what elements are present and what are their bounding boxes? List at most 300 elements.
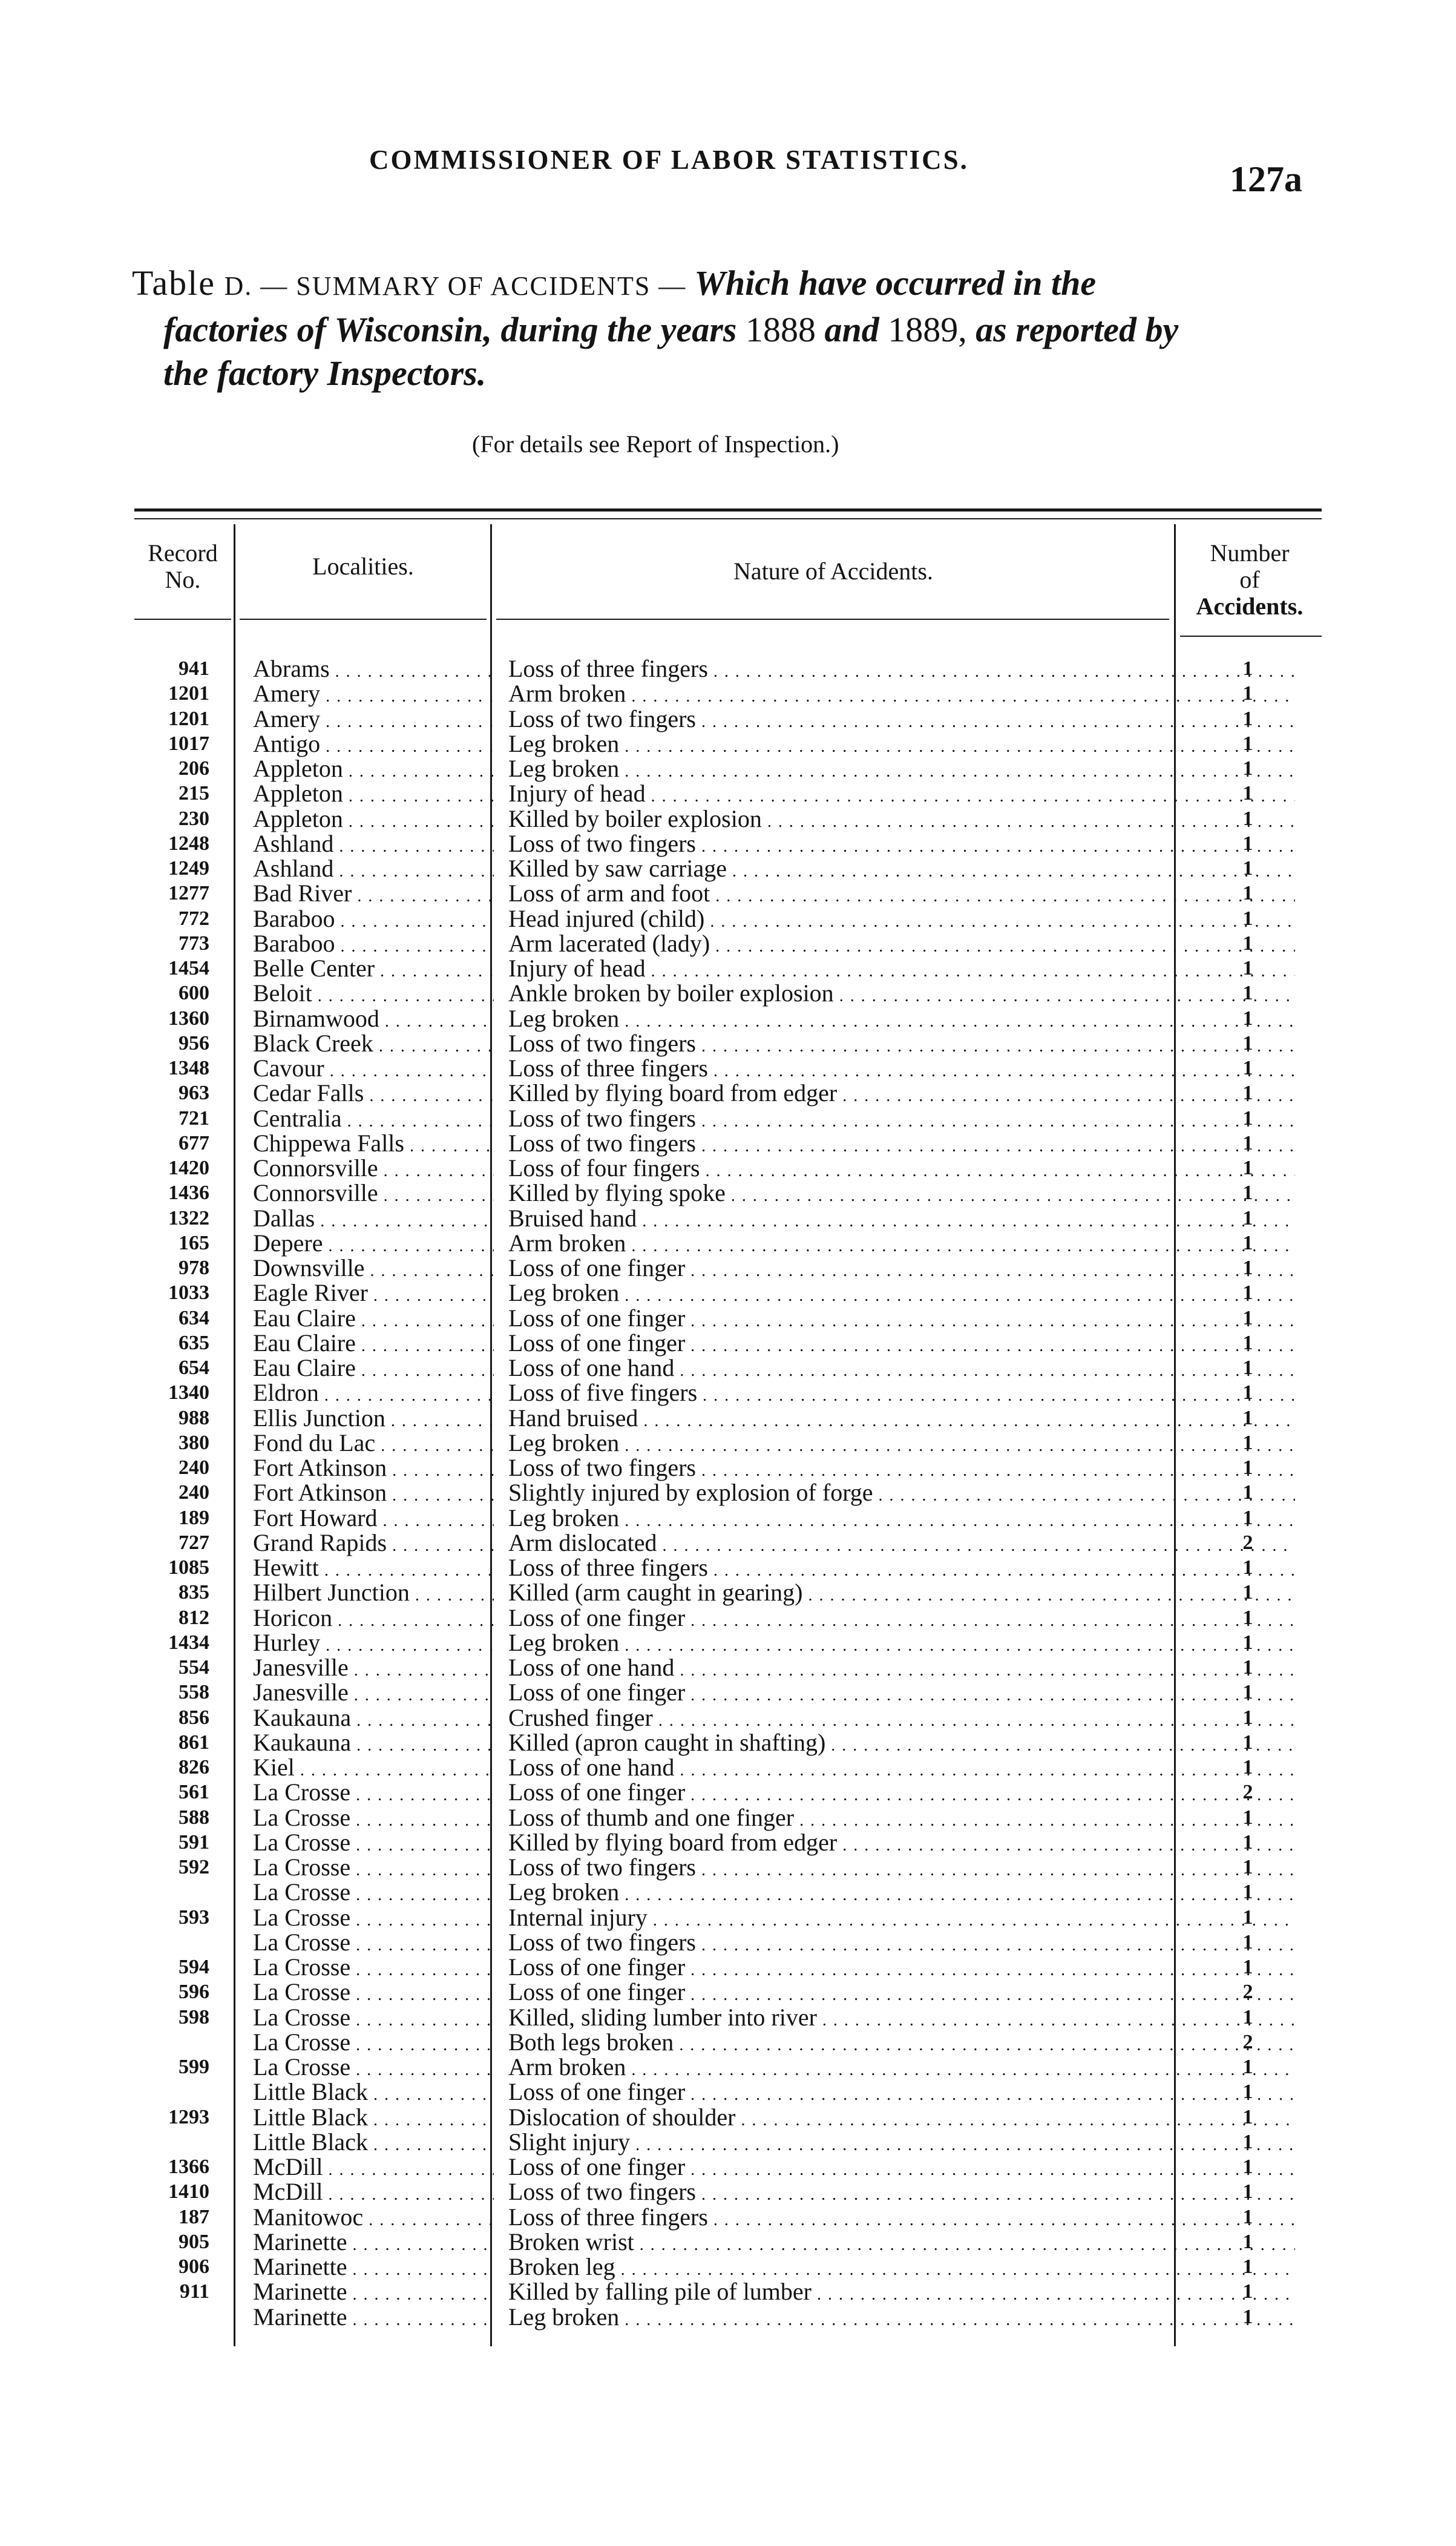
locality-cell: Cavour . . . (253, 1056, 494, 1084)
nature-of-accident-cell: Internal injury . . . (508, 1905, 1295, 1933)
table-row (134, 1880, 1322, 1904)
accident-count-cell: 1 (1242, 1057, 1253, 1079)
accident-count-cell: 1 (1242, 1357, 1253, 1379)
nature-of-accident-cell: Loss of one finger . . . (508, 1605, 1295, 1633)
accident-count-cell: 1 (1242, 1706, 1253, 1729)
record-number-cell: 1436 (168, 1182, 209, 1205)
column-header-number-line1: Number (1210, 539, 1290, 567)
column-header-localities: Localities. (312, 553, 414, 580)
accident-count-cell: 1 (1242, 2156, 1253, 2178)
record-number-cell: 1410 (168, 2180, 209, 2203)
accident-count-cell: 1 (1242, 1956, 1253, 1978)
locality-cell: Belle Center . . . (253, 956, 494, 984)
locality-cell: Depere . . . (253, 1231, 494, 1258)
record-number-cell: 1277 (168, 882, 209, 905)
table-row (134, 1780, 1322, 1804)
nature-of-accident-cell: Loss of two fingers . . . (508, 831, 1295, 859)
table-row (134, 1530, 1322, 1555)
record-number-cell: 1360 (168, 1007, 209, 1030)
accident-count-cell: 1 (1242, 2056, 1253, 2078)
locality-cell: La Crosse . . . (253, 1805, 494, 1833)
accident-count-cell: 1 (1242, 832, 1253, 855)
table-row (134, 1605, 1322, 1630)
record-number-cell: 988 (179, 1406, 209, 1429)
locality-cell: Hewitt . . . (253, 1555, 494, 1583)
accident-count-cell: 1 (1242, 957, 1253, 979)
locality-cell: Marinette . . . (253, 2254, 494, 2282)
accident-count-cell: 1 (1242, 1456, 1253, 1479)
table-row (134, 2054, 1322, 2079)
table-row (134, 2229, 1322, 2254)
nature-of-accident-cell: Loss of one hand . . . (508, 1655, 1295, 1683)
table-row (134, 1455, 1322, 1480)
accident-count-cell: 1 (1242, 1281, 1253, 1304)
record-number-cell: 978 (179, 1257, 209, 1279)
locality-cell: Connorsville . . . (253, 1156, 494, 1183)
locality-cell: Little Black . . . (253, 2130, 494, 2157)
locality-cell: Baraboo . . . (253, 931, 494, 959)
table-row (134, 1730, 1322, 1755)
nature-of-accident-cell: Loss of three fingers . . . (508, 1555, 1295, 1583)
accident-count-cell: 1 (1242, 1331, 1253, 1354)
accident-count-cell: 1 (1242, 1930, 1253, 1953)
accident-count-cell: 1 (1242, 1506, 1253, 1529)
record-number-cell: 721 (179, 1107, 209, 1130)
table-row (134, 1406, 1322, 1430)
locality-cell: McDill . . . (253, 2179, 494, 2207)
accident-count-cell: 1 (1242, 1306, 1253, 1329)
locality-cell: Hilbert Junction . . . (253, 1580, 494, 1608)
nature-of-accident-cell: Loss of two fingers . . . (508, 1131, 1295, 1159)
locality-cell: Abrams . . . (253, 656, 494, 684)
table-row (134, 1131, 1322, 1156)
accident-count-cell: 1 (1242, 982, 1253, 1005)
nature-of-accident-cell: Slight injury . . . (508, 2130, 1295, 2157)
locality-cell: McDill . . . (253, 2154, 494, 2182)
record-number-cell: 187 (179, 2205, 209, 2228)
locality-cell: Little Black . . . (253, 2105, 494, 2133)
locality-cell: Fort Atkinson . . . (253, 1455, 494, 1483)
accident-count-cell: 1 (1242, 2005, 1253, 2028)
locality-cell: Horicon . . . (253, 1605, 494, 1633)
column-header-nature: Nature of Accidents. (733, 558, 933, 585)
accident-count-cell: 1 (1242, 1406, 1253, 1429)
table-row (134, 1905, 1322, 1930)
record-number-cell: 1017 (168, 732, 209, 755)
table-top-rule-thin (134, 518, 1322, 519)
table-row (134, 806, 1322, 831)
accident-count-cell: 1 (1242, 1756, 1253, 1778)
nature-of-accident-cell: Arm broken . . . (508, 2054, 1295, 2082)
table-row (134, 1830, 1322, 1855)
nature-of-accident-cell: Broken leg . . . (508, 2254, 1295, 2282)
accident-count-cell: 1 (1242, 1581, 1253, 1604)
record-number-cell: 593 (179, 1906, 209, 1929)
accident-count-cell: 1 (1242, 1806, 1253, 1829)
locality-cell: Chippewa Falls . . . (253, 1131, 494, 1159)
nature-of-accident-cell: Loss of one finger . . . (508, 1306, 1295, 1334)
accident-count-cell: 1 (1242, 1731, 1253, 1754)
accident-count-cell: 1 (1242, 1681, 1253, 1704)
table-top-rule-thick (134, 508, 1322, 512)
locality-cell: Downsville . . . (253, 1255, 494, 1283)
locality-cell: Dallas . . . (253, 1206, 494, 1234)
accident-count-cell: 1 (1242, 2205, 1253, 2228)
table-row (134, 1355, 1322, 1380)
record-number-cell: 206 (179, 757, 209, 780)
nature-of-accident-cell: Loss of one finger . . . (508, 1955, 1295, 1982)
nature-of-accident-cell: Loss of three fingers . . . (508, 656, 1295, 684)
header-bottom-rule-localities (240, 619, 487, 620)
accident-count-cell: 1 (1242, 2105, 1253, 2128)
table-row (134, 1156, 1322, 1180)
table-row (134, 1231, 1322, 1255)
record-number-cell: 727 (179, 1531, 209, 1554)
accident-count-cell: 1 (1242, 907, 1253, 930)
nature-of-accident-cell: Loss of one finger . . . (508, 1255, 1295, 1283)
nature-of-accident-cell: Loss of one finger . . . (508, 1331, 1295, 1358)
record-number-cell: 554 (179, 1656, 209, 1679)
record-number-cell: 812 (179, 1606, 209, 1629)
nature-of-accident-cell: Killed (apron caught in shafting) . . . (508, 1730, 1295, 1758)
table-row (134, 1979, 1322, 2004)
nature-of-accident-cell: Loss of arm and foot . . . (508, 881, 1295, 909)
table-row (134, 656, 1322, 681)
table-row (134, 1805, 1322, 1830)
table-row (134, 1206, 1322, 1231)
record-number-cell: 189 (179, 1506, 209, 1529)
record-number-cell: 594 (179, 1956, 209, 1978)
header-bottom-rule-number (1180, 636, 1322, 637)
table-subtitle: (For details see Report of Inspection.) (472, 430, 839, 458)
accident-count-cell: 1 (1242, 1606, 1253, 1629)
locality-cell: Fort Howard . . . (253, 1505, 494, 1533)
table-title-year1: 1888 (745, 310, 816, 349)
table-row (134, 831, 1322, 856)
record-number-cell: 677 (179, 1131, 209, 1154)
accident-count-cell: 1 (1242, 1206, 1253, 1229)
nature-of-accident-cell: Killed by flying board from edger . . . (508, 1830, 1295, 1858)
table-row (134, 2205, 1322, 2229)
accident-count-cell: 1 (1242, 782, 1253, 805)
locality-cell: Eau Claire . . . (253, 1355, 494, 1383)
table-title-line-2 (132, 308, 1318, 352)
locality-cell: La Crosse . . . (253, 1830, 494, 1858)
table-row (134, 1006, 1322, 1031)
table-row (134, 756, 1322, 781)
accident-count-cell: 1 (1242, 2230, 1253, 2253)
nature-of-accident-cell: Head injured (child) . . . (508, 906, 1295, 934)
table-row (134, 1031, 1322, 1056)
locality-cell: Janesville . . . (253, 1655, 494, 1683)
record-number-cell: 165 (179, 1231, 209, 1254)
nature-of-accident-cell: Loss of one finger . . . (508, 1979, 1295, 2007)
record-number-cell: 861 (179, 1731, 209, 1754)
record-number-cell: 773 (179, 932, 209, 955)
nature-of-accident-cell: Leg broken . . . (508, 1880, 1295, 1907)
record-number-cell: 1293 (168, 2105, 209, 2128)
table-row (134, 1930, 1322, 1955)
locality-cell: Antigo . . . (253, 731, 494, 759)
record-number-cell: 635 (179, 1331, 209, 1354)
nature-of-accident-cell: Loss of two fingers . . . (508, 1106, 1295, 1134)
locality-cell: Marinette . . . (253, 2279, 494, 2307)
table-row (134, 1855, 1322, 1880)
locality-cell: La Crosse . . . (253, 1855, 494, 1883)
record-number-cell: 911 (179, 2280, 209, 2303)
table-title-lead: Table (132, 263, 215, 303)
locality-cell: La Crosse . . . (253, 1979, 494, 2007)
accident-count-cell: 1 (1242, 1107, 1253, 1130)
column-header-record-line2: No. (165, 566, 201, 593)
nature-of-accident-cell: Dislocation of shoulder . . . (508, 2105, 1295, 2133)
locality-cell: Little Black . . . (253, 2079, 494, 2107)
accident-count-cell: 2 (1242, 2030, 1253, 2053)
nature-of-accident-cell: Leg broken . . . (508, 756, 1295, 784)
locality-cell: La Crosse . . . (253, 1955, 494, 1982)
locality-cell: Hurley . . . (253, 1630, 494, 1658)
table-row (134, 2079, 1322, 2104)
locality-cell: Appleton . . . (253, 781, 494, 809)
accident-count-cell: 1 (1242, 1631, 1253, 1654)
locality-cell: Bad River . . . (253, 881, 494, 909)
nature-of-accident-cell: Hand bruised . . . (508, 1406, 1295, 1433)
nature-of-accident-cell: Loss of two fingers . . . (508, 1455, 1295, 1483)
accident-count-cell: 1 (1242, 1182, 1253, 1205)
table-title-line1: Which have occurred in the (694, 263, 1097, 303)
table-row (134, 2005, 1322, 2030)
nature-of-accident-cell: Killed by saw carriage . . . (508, 856, 1295, 884)
locality-cell: La Crosse . . . (253, 2030, 494, 2058)
record-number-cell: 1248 (168, 832, 209, 855)
accident-count-cell: 1 (1242, 2280, 1253, 2303)
nature-of-accident-cell: Loss of one finger . . . (508, 1680, 1295, 1708)
accident-count-cell: 1 (1242, 732, 1253, 755)
accident-count-cell: 1 (1242, 1431, 1253, 1454)
table-row (134, 1655, 1322, 1680)
table-row (134, 2279, 1322, 2304)
locality-cell: Kaukauna . . . (253, 1705, 494, 1733)
accident-count-cell: 1 (1242, 2305, 1253, 2328)
table-row (134, 1580, 1322, 1605)
accident-count-cell: 1 (1242, 1131, 1253, 1154)
record-number-cell: 561 (179, 1781, 209, 1804)
locality-cell: Ashland . . . (253, 856, 494, 884)
nature-of-accident-cell: Leg broken . . . (508, 2304, 1295, 2332)
table-title-line-1 (132, 262, 1318, 308)
locality-cell: Kaukauna . . . (253, 1730, 494, 1758)
header-bottom-rule-nature (496, 619, 1169, 620)
accident-count-cell: 1 (1242, 707, 1253, 730)
record-number-cell: 963 (179, 1082, 209, 1105)
accident-count-cell: 1 (1242, 657, 1253, 680)
table-row (134, 1480, 1322, 1505)
locality-cell: Ashland . . . (253, 831, 494, 859)
accident-count-cell: 2 (1242, 1981, 1253, 2004)
record-number-cell: 1201 (168, 682, 209, 705)
accident-count-cell: 1 (1242, 1231, 1253, 1254)
table-row (134, 681, 1322, 706)
nature-of-accident-cell: Leg broken . . . (508, 1430, 1295, 1458)
accident-count-cell: 1 (1242, 1007, 1253, 1030)
nature-of-accident-cell: Killed by boiler explosion . . . (508, 806, 1295, 834)
running-header: COMMISSIONER OF LABOR STATISTICS. (369, 145, 969, 175)
table-row (134, 731, 1322, 756)
locality-cell: Connorsville . . . (253, 1180, 494, 1208)
column-header-number-line3: Accidents. (1196, 593, 1304, 620)
nature-of-accident-cell: Arm broken . . . (508, 1231, 1295, 1258)
accident-count-cell: 2 (1242, 1781, 1253, 1804)
nature-of-accident-cell: Killed (arm caught in gearing) . . . (508, 1580, 1295, 1608)
record-number-cell: 654 (179, 1357, 209, 1379)
accident-count-cell: 1 (1242, 2081, 1253, 2104)
nature-of-accident-cell: Killed by falling pile of lumber . . . (508, 2279, 1295, 2307)
table-row (134, 856, 1322, 881)
nature-of-accident-cell: Injury of head . . . (508, 781, 1295, 809)
locality-cell: La Crosse . . . (253, 1880, 494, 1907)
nature-of-accident-cell: Leg broken . . . (508, 731, 1295, 759)
accident-count-cell: 1 (1242, 1257, 1253, 1279)
record-number-cell: 905 (179, 2230, 209, 2253)
table-row (134, 1555, 1322, 1580)
record-number-cell: 215 (179, 782, 209, 805)
locality-cell: La Crosse . . . (253, 2005, 494, 2033)
accident-count-cell: 1 (1242, 882, 1253, 905)
accident-count-cell: 1 (1242, 1906, 1253, 1929)
nature-of-accident-cell: Injury of head . . . (508, 956, 1295, 984)
accident-count-cell: 1 (1242, 1881, 1253, 1904)
nature-of-accident-cell: Loss of thumb and one finger . . . (508, 1805, 1295, 1833)
page-number: 127a (1230, 159, 1302, 199)
locality-cell: Eldron . . . (253, 1380, 494, 1408)
accident-count-cell: 1 (1242, 932, 1253, 955)
table-title-and: and (824, 310, 879, 349)
column-header-record-line1: Record (148, 539, 218, 567)
record-number-cell: 856 (179, 1706, 209, 1729)
nature-of-accident-cell: Loss of three fingers . . . (508, 1056, 1295, 1084)
column-header-record (134, 540, 231, 593)
nature-of-accident-cell: Loss of two fingers . . . (508, 706, 1295, 734)
locality-cell: Eau Claire . . . (253, 1306, 494, 1334)
locality-cell: Cedar Falls . . . (253, 1081, 494, 1108)
accident-count-cell: 2 (1242, 1531, 1253, 1554)
nature-of-accident-cell: Arm dislocated . . . (508, 1530, 1295, 1558)
nature-of-accident-cell: Leg broken . . . (508, 1630, 1295, 1658)
table-row (134, 1630, 1322, 1655)
locality-cell: La Crosse . . . (253, 1905, 494, 1933)
record-number-cell: 1348 (168, 1057, 209, 1079)
locality-cell: La Crosse . . . (253, 1930, 494, 1958)
table-row (134, 981, 1322, 1005)
table-row (134, 1955, 1322, 1979)
table-row (134, 1505, 1322, 1530)
locality-cell: La Crosse . . . (253, 2054, 494, 2082)
locality-cell: La Crosse . . . (253, 1780, 494, 1808)
locality-cell: Eagle River . . . (253, 1280, 494, 1308)
record-number-cell: 599 (179, 2056, 209, 2078)
nature-of-accident-cell: Killed, sliding lumber into river . . . (508, 2005, 1295, 2033)
record-number-cell: 956 (179, 1031, 209, 1054)
table-row (134, 2030, 1322, 2054)
record-number-cell: 1249 (168, 857, 209, 880)
record-number-cell: 1201 (168, 707, 209, 730)
record-number-cell: 634 (179, 1306, 209, 1329)
record-number-cell: 1033 (168, 1281, 209, 1304)
accident-count-cell: 1 (1242, 1381, 1253, 1404)
table-row (134, 1180, 1322, 1205)
locality-cell: Eau Claire . . . (253, 1331, 494, 1358)
accident-count-cell: 1 (1242, 1856, 1253, 1878)
record-number-cell: 558 (179, 1681, 209, 1704)
nature-of-accident-cell: Broken wrist . . . (508, 2229, 1295, 2257)
nature-of-accident-cell: Loss of two fingers . . . (508, 1855, 1295, 1883)
nature-of-accident-cell: Loss of one finger . . . (508, 2079, 1295, 2107)
nature-of-accident-cell: Loss of two fingers . . . (508, 1031, 1295, 1059)
accident-count-cell: 1 (1242, 757, 1253, 780)
nature-of-accident-cell: Loss of three fingers . . . (508, 2205, 1295, 2232)
record-number-cell: 1085 (168, 1556, 209, 1579)
record-number-cell: 906 (179, 2255, 209, 2278)
nature-of-accident-cell: Leg broken . . . (508, 1280, 1295, 1308)
table-row (134, 1306, 1322, 1331)
record-number-cell: 826 (179, 1756, 209, 1778)
record-number-cell: 1322 (168, 1206, 209, 1229)
table-row (134, 2154, 1322, 2179)
record-number-cell: 772 (179, 907, 209, 930)
accident-count-cell: 1 (1242, 1481, 1253, 1504)
nature-of-accident-cell: Loss of one finger . . . (508, 1780, 1295, 1808)
record-number-cell: 1420 (168, 1157, 209, 1179)
record-number-cell: 240 (179, 1456, 209, 1479)
table-row (134, 2254, 1322, 2279)
locality-cell: Birnamwood . . . (253, 1006, 494, 1034)
nature-of-accident-cell: Killed by flying spoke . . . (508, 1180, 1295, 1208)
nature-of-accident-cell: Killed by flying board from edger . . . (508, 1081, 1295, 1108)
table-body (134, 656, 1322, 2329)
table-row (134, 2105, 1322, 2130)
table-row (134, 706, 1322, 731)
record-number-cell: 598 (179, 2005, 209, 2028)
table-row (134, 906, 1322, 931)
locality-cell: Appleton . . . (253, 806, 494, 834)
column-header-number-line2: of (1239, 566, 1260, 593)
table-title-line-3 (132, 352, 1318, 395)
record-number-cell: 1340 (168, 1381, 209, 1404)
accident-count-cell: 1 (1242, 1831, 1253, 1854)
table-title-line2b: as reported by (976, 310, 1179, 349)
locality-cell: Kiel . . . (253, 1755, 494, 1783)
nature-of-accident-cell: Loss of four fingers . . . (508, 1156, 1295, 1183)
record-number-cell: 1434 (168, 1631, 209, 1654)
locality-cell: Beloit . . . (253, 981, 494, 1008)
nature-of-accident-cell: Loss of one finger . . . (508, 2154, 1295, 2182)
nature-of-accident-cell: Leg broken . . . (508, 1505, 1295, 1533)
table-row (134, 1081, 1322, 1105)
record-number-cell: 230 (179, 807, 209, 830)
table-row (134, 2130, 1322, 2154)
table-row (134, 1680, 1322, 1705)
accident-count-cell: 1 (1242, 2255, 1253, 2278)
table-row (134, 1280, 1322, 1305)
locality-cell: Fond du Lac . . . (253, 1430, 494, 1458)
locality-cell: Marinette . . . (253, 2229, 494, 2257)
table-row (134, 1380, 1322, 1405)
record-number-cell: 592 (179, 1856, 209, 1878)
table-row (134, 1056, 1322, 1081)
nature-of-accident-cell: Loss of one hand . . . (508, 1755, 1295, 1783)
record-number-cell: 380 (179, 1431, 209, 1454)
accident-count-cell: 1 (1242, 682, 1253, 705)
